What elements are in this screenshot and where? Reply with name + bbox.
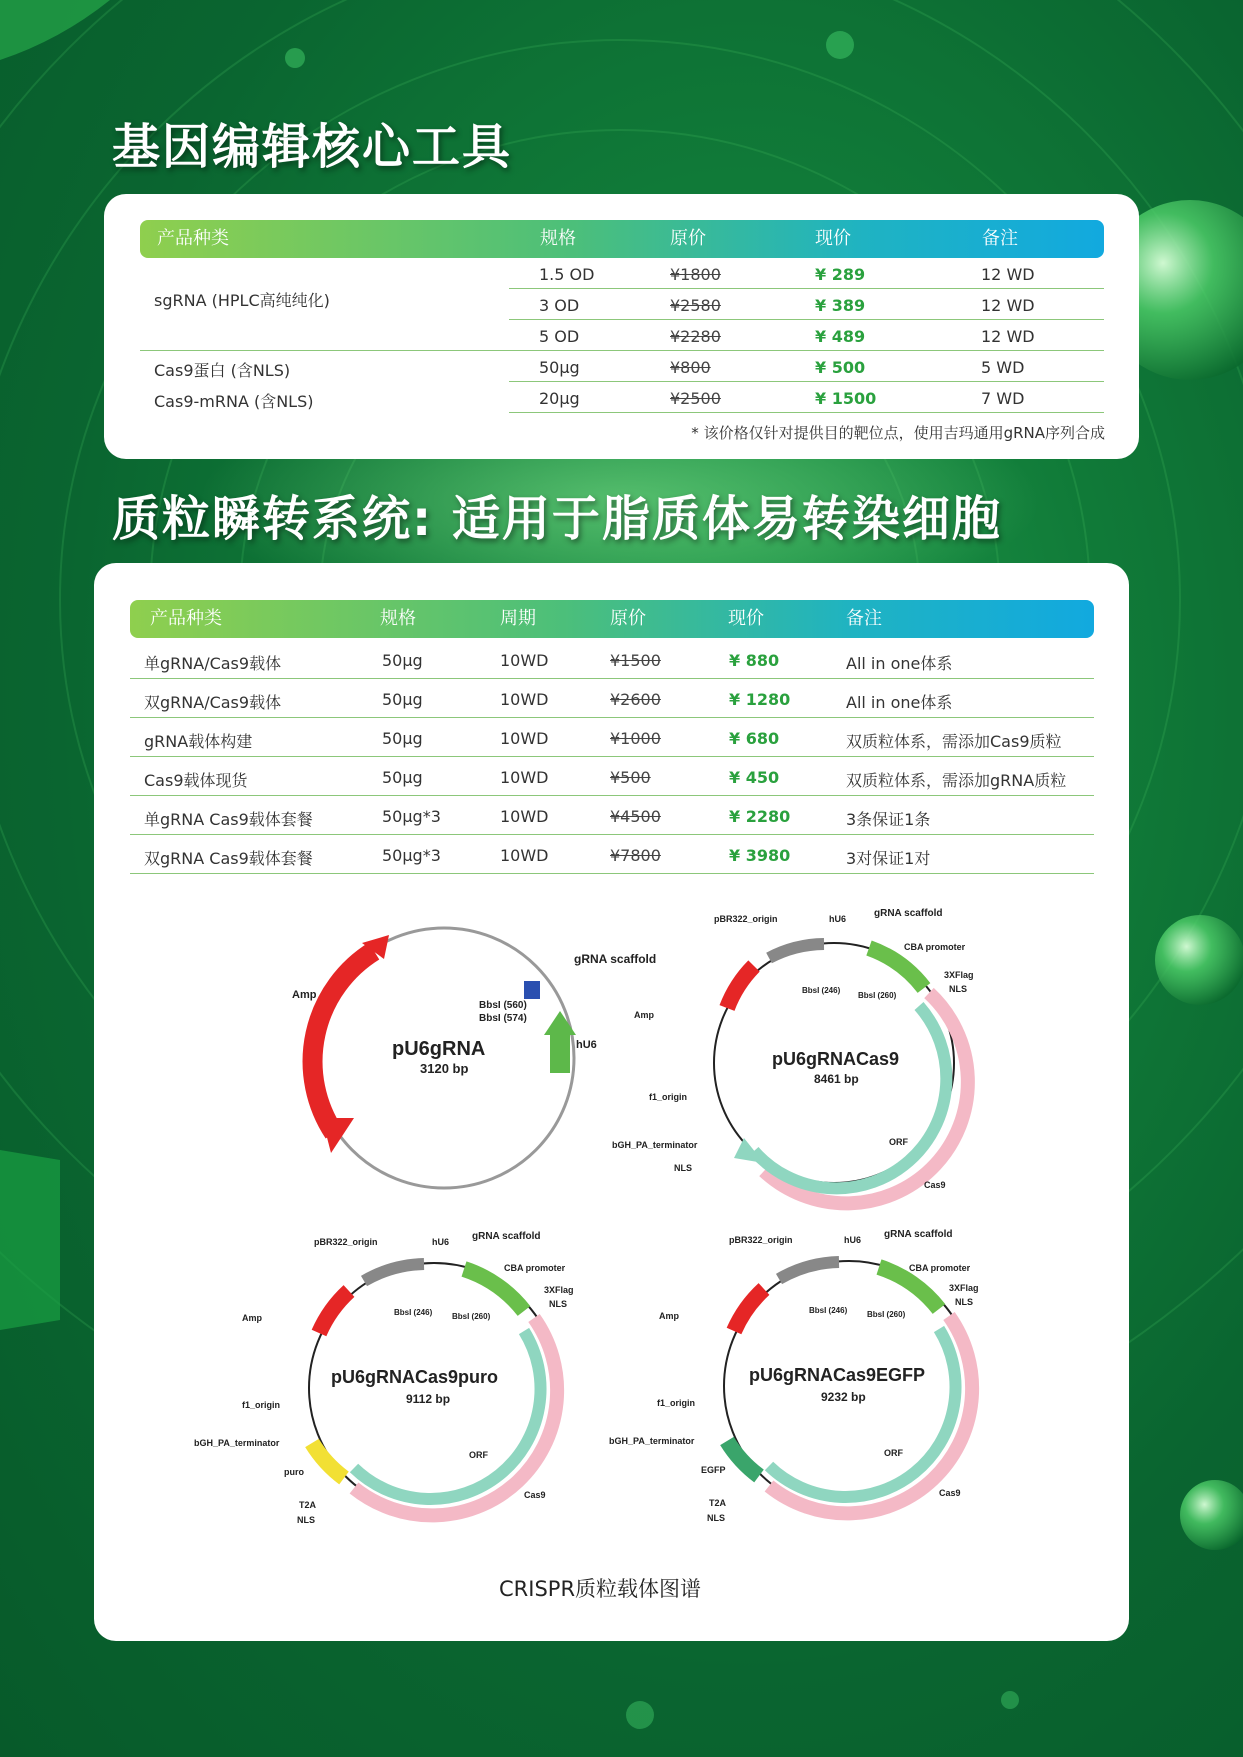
flag-label: 3XFlag — [944, 970, 974, 980]
bgh-label: bGH_PA_terminator — [194, 1438, 280, 1448]
scaffold-label: gRNA scaffold — [574, 952, 657, 966]
section1-title: 基因编辑核心工具 — [112, 119, 513, 175]
t2-product: 单gRNA Cas9载体套餐 — [144, 810, 313, 829]
cba-label: CBA promoter — [904, 942, 966, 952]
t2-note: 双质粒体系，需添加gRNA质粒 — [846, 771, 1067, 790]
cba-label: CBA promoter — [504, 1263, 566, 1273]
f1-label: f1_origin — [242, 1400, 281, 1410]
t2-product: 单gRNA/Cas9载体 — [144, 654, 282, 673]
t2-cycle: 10WD — [500, 690, 549, 709]
bgh-label: bGH_PA_terminator — [609, 1436, 695, 1446]
plasmid-name: pU6gRNACas9puro — [331, 1367, 499, 1387]
plasmid-size: 8461 bp — [814, 1072, 859, 1086]
t2-cycle: 10WD — [500, 846, 549, 865]
t2-spec: 50μg — [382, 768, 423, 787]
plasmid-size: 9112 bp — [406, 1392, 451, 1406]
th-note: 备注 — [982, 228, 1018, 249]
t2-cycle: 10WD — [500, 768, 549, 787]
egfp-label: EGFP — [701, 1465, 726, 1475]
row-divider — [509, 381, 1104, 382]
row-divider — [130, 717, 1094, 718]
hu6-label: hU6 — [829, 914, 847, 924]
t2-new: ¥ 450 — [729, 768, 780, 787]
nls-label: NLS — [955, 1297, 973, 1307]
plasmid-name: pU6gRNACas9 — [772, 1049, 900, 1069]
t1-note: 7 WD — [981, 389, 1025, 408]
t1-new: ¥ 389 — [815, 296, 866, 315]
t2-note: 双质粒体系，需添加Cas9质粒 — [846, 732, 1062, 751]
hu6-label: hU6 — [844, 1235, 862, 1245]
th-product: 产品种类 — [157, 228, 229, 249]
bbs-label: BbsI (260) — [867, 1310, 906, 1319]
t2-spec: 50μg — [382, 690, 423, 709]
th-old-price: 原价 — [610, 608, 646, 629]
nls-label: NLS — [549, 1299, 567, 1309]
t2-product: Cas9载体现货 — [144, 771, 248, 790]
t2-new: ¥ 3980 — [729, 846, 791, 865]
pbr-label: pBR322_origin — [714, 914, 778, 924]
bbs-label: BbsI (246) — [809, 1306, 848, 1315]
t2-old: ¥7800 — [610, 846, 661, 865]
cas9-label: Cas9 — [924, 1180, 946, 1190]
cba-label: CBA promoter — [909, 1263, 971, 1273]
t2-new: ¥ 880 — [729, 651, 780, 670]
t2a-label: T2A — [299, 1500, 317, 1510]
t1-old: ¥800 — [670, 358, 711, 377]
t1-new: ¥ 489 — [815, 327, 866, 346]
t2-old: ¥1500 — [610, 651, 661, 670]
section1-card — [104, 194, 1139, 459]
t2-spec: 50μg*3 — [382, 846, 441, 865]
pbr-label: pBR322_origin — [729, 1235, 793, 1245]
t1-product: Cas9蛋白 (含NLS) — [154, 361, 291, 380]
group1-label: sgRNA (HPLC高纯纯化) — [154, 291, 330, 310]
th-note: 备注 — [846, 608, 882, 629]
plasmid-map-pu6grnacas9 — [604, 908, 974, 1208]
flag-label: 3XFlag — [544, 1285, 574, 1295]
plasmid-map-pu6grnacas9puro — [194, 1233, 574, 1543]
t2-new: ¥ 1280 — [729, 690, 791, 709]
row-divider — [130, 756, 1094, 757]
bbs-label: BbsI (260) — [452, 1312, 491, 1321]
t1-note: 5 WD — [981, 358, 1025, 377]
t2-new: ¥ 680 — [729, 729, 780, 748]
scaffold-label: gRNA scaffold — [874, 908, 943, 919]
t2-cycle: 10WD — [500, 807, 549, 826]
t2a-label: T2A — [709, 1498, 727, 1508]
bbs-label: BbsI (260) — [858, 991, 897, 1000]
t1-spec: 20μg — [539, 389, 580, 408]
amp-label: Amp — [242, 1313, 262, 1323]
scaffold-label: gRNA scaffold — [884, 1229, 953, 1240]
t1-new: ¥ 289 — [815, 265, 866, 284]
t2-product: 双gRNA Cas9载体套餐 — [144, 849, 313, 868]
t1-new: ¥ 500 — [815, 358, 866, 377]
t2-spec: 50μg — [382, 651, 423, 670]
row-divider — [140, 350, 1104, 351]
t1-spec: 5 OD — [539, 327, 580, 346]
t2-spec: 50μg*3 — [382, 807, 441, 826]
hu6-label: hU6 — [576, 1039, 597, 1051]
nls-label: NLS — [949, 984, 967, 994]
f1-label: f1_origin — [657, 1398, 696, 1408]
table1-header — [140, 220, 1104, 258]
orf-label: ORF — [884, 1448, 903, 1458]
t2-old: ¥2600 — [610, 690, 661, 709]
t1-spec: 3 OD — [539, 296, 580, 315]
flag-label: 3XFlag — [949, 1283, 979, 1293]
section2-title: 质粒瞬转系统: 适用于脂质体易转染细胞 — [112, 491, 1002, 547]
t2-note: All in one体系 — [846, 693, 953, 712]
row-divider — [509, 412, 1104, 413]
t2-old: ¥4500 — [610, 807, 661, 826]
cas9-label: Cas9 — [939, 1488, 961, 1498]
section2-card — [94, 563, 1129, 1641]
t1-note: 12 WD — [981, 265, 1035, 284]
f1-label: f1_origin — [649, 1092, 688, 1102]
t1-old: ¥2280 — [670, 327, 721, 346]
amp-label: Amp — [634, 1010, 654, 1020]
t1-spec: 1.5 OD — [539, 265, 595, 284]
th-spec: 规格 — [380, 608, 416, 629]
t2-note: 3条保证1条 — [846, 810, 931, 829]
plasmid-size: 3120 bp — [420, 1061, 469, 1076]
t1-note: 12 WD — [981, 327, 1035, 346]
plasmid-name: pU6gRNA — [392, 1038, 486, 1060]
scaffold-label: gRNA scaffold — [472, 1231, 541, 1242]
table2-header — [130, 600, 1094, 638]
t2-old: ¥500 — [610, 768, 651, 787]
th-spec: 规格 — [540, 228, 576, 249]
plasmid-map-pu6grnacas9egfp — [609, 1231, 1009, 1541]
row-divider — [130, 795, 1094, 796]
orf-label: ORF — [469, 1450, 488, 1460]
cas9-label: Cas9 — [524, 1490, 546, 1500]
bbs-label: BbsI (246) — [394, 1308, 433, 1317]
figure-caption: CRISPR质粒载体图谱 — [499, 1577, 702, 1601]
t1-new: ¥ 1500 — [815, 389, 877, 408]
t2-old: ¥1000 — [610, 729, 661, 748]
th-new-price: 现价 — [728, 608, 764, 629]
amp-label: Amp — [292, 989, 317, 1001]
t2-note: 3对保证1对 — [846, 849, 931, 868]
row-divider — [509, 288, 1104, 289]
hu6-label: hU6 — [432, 1237, 450, 1247]
bgh-label: bGH_PA_terminator — [612, 1140, 698, 1150]
th-cycle: 周期 — [500, 608, 536, 629]
t1-product: Cas9-mRNA (含NLS) — [154, 392, 314, 411]
t1-old: ¥2500 — [670, 389, 721, 408]
nls-label: NLS — [707, 1513, 725, 1523]
t1-note: 12 WD — [981, 296, 1035, 315]
t2-new: ¥ 2280 — [729, 807, 791, 826]
th-new-price: 现价 — [815, 228, 851, 249]
t1-old: ¥1800 — [670, 265, 721, 284]
t2-spec: 50μg — [382, 729, 423, 748]
table1-footnote: * 该价格仅针对提供目的靶位点，使用吉玛通用gRNA序列合成 — [691, 424, 1105, 442]
orf-label: ORF — [889, 1137, 908, 1147]
t1-old: ¥2580 — [670, 296, 721, 315]
row-divider — [130, 678, 1094, 679]
nls-label: NLS — [674, 1163, 692, 1173]
plasmid-name: pU6gRNACas9EGFP — [749, 1365, 926, 1385]
pbr-label: pBR322_origin — [314, 1237, 378, 1247]
row-divider — [130, 873, 1094, 874]
t2-cycle: 10WD — [500, 729, 549, 748]
bbs-label: BbsI (560) — [479, 1000, 527, 1011]
t2-cycle: 10WD — [500, 651, 549, 670]
t2-product: 双gRNA/Cas9载体 — [144, 693, 282, 712]
t2-note: All in one体系 — [846, 654, 953, 673]
th-product: 产品种类 — [150, 608, 222, 629]
th-old-price: 原价 — [670, 228, 706, 249]
row-divider — [130, 834, 1094, 835]
plasmid-size: 9232 bp — [821, 1390, 866, 1404]
row-divider — [509, 319, 1104, 320]
t2-product: gRNA载体构建 — [144, 732, 253, 751]
puro-label: puro — [284, 1467, 304, 1477]
t1-spec: 50μg — [539, 358, 580, 377]
bbs-label: BbsI (246) — [802, 986, 841, 995]
bbs-label: BbsI (574) — [479, 1013, 527, 1024]
amp-label: Amp — [659, 1311, 679, 1321]
nls-label: NLS — [297, 1515, 315, 1525]
